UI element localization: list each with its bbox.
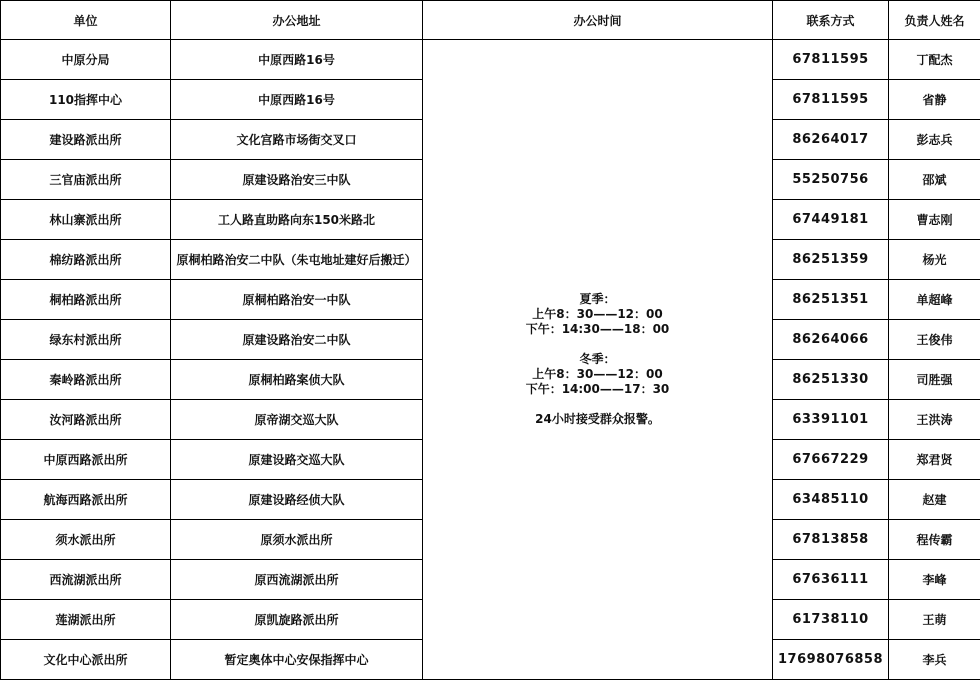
cell-unit: 须水派出所 (1, 520, 171, 560)
cell-phone: 67636111 (773, 560, 889, 600)
cell-address: 原建设路治安三中队 (171, 160, 423, 200)
winter-title: 冬季： (579, 352, 616, 366)
cell-address: 原建设路经侦大队 (171, 480, 423, 520)
cell-person: 杨光 (889, 240, 980, 280)
cell-unit: 中原西路派出所 (1, 440, 171, 480)
cell-address: 暂定奥体中心安保指挥中心 (171, 640, 423, 680)
cell-person: 省静 (889, 80, 980, 120)
cell-phone: 63485110 (773, 480, 889, 520)
cell-person: 李峰 (889, 560, 980, 600)
cell-unit: 桐柏路派出所 (1, 280, 171, 320)
cell-person: 王洪涛 (889, 400, 980, 440)
cell-address: 中原西路16号 (171, 80, 423, 120)
cell-address: 原帝湖交巡大队 (171, 400, 423, 440)
header-unit: 单位 (1, 1, 171, 40)
cell-person: 曹志刚 (889, 200, 980, 240)
cell-address: 原须水派出所 (171, 520, 423, 560)
cell-unit: 三官庙派出所 (1, 160, 171, 200)
cell-unit: 中原分局 (1, 40, 171, 80)
cell-phone: 67813858 (773, 520, 889, 560)
summer-title: 夏季： (579, 292, 616, 306)
cell-address: 工人路直助路向东150米路北 (171, 200, 423, 240)
cell-phone: 55250756 (773, 160, 889, 200)
cell-unit: 建设路派出所 (1, 120, 171, 160)
cell-phone: 86251359 (773, 240, 889, 280)
summer-pm: 下午：14:30——18：00 (525, 322, 670, 336)
cell-address: 文化宫路市场街交叉口 (171, 120, 423, 160)
cell-phone: 67667229 (773, 440, 889, 480)
header-phone: 联系方式 (773, 1, 889, 40)
cell-address: 原桐柏路治安一中队 (171, 280, 423, 320)
cell-unit: 西流湖派出所 (1, 560, 171, 600)
cell-office-hours (423, 40, 773, 680)
cell-person: 程传霸 (889, 520, 980, 560)
hours-note: 24小时接受群众报警。 (535, 412, 660, 426)
cell-unit: 莲湖派出所 (1, 600, 171, 640)
cell-phone: 86251351 (773, 280, 889, 320)
cell-person: 邵斌 (889, 160, 980, 200)
cell-unit: 汝河路派出所 (1, 400, 171, 440)
winter-am: 上午8：30——12：00 (532, 367, 663, 381)
cell-phone: 86251330 (773, 360, 889, 400)
header-person: 负责人姓名 (889, 1, 980, 40)
cell-unit: 林山寨派出所 (1, 200, 171, 240)
cell-person: 司胜强 (889, 360, 980, 400)
table-header (1, 1, 980, 40)
cell-person: 李兵 (889, 640, 980, 680)
cell-phone: 67811595 (773, 40, 889, 80)
cell-phone: 63391101 (773, 400, 889, 440)
cell-phone: 86264017 (773, 120, 889, 160)
cell-phone: 61738110 (773, 600, 889, 640)
cell-person: 王萌 (889, 600, 980, 640)
cell-address: 原桐柏路案侦大队 (171, 360, 423, 400)
spacer (425, 337, 770, 352)
cell-phone: 17698076858 (773, 640, 889, 680)
cell-address: 原凯旋路派出所 (171, 600, 423, 640)
cell-unit: 航海西路派出所 (1, 480, 171, 520)
cell-address: 原桐柏路治安二中队（朱屯地址建好后搬迁） (171, 240, 423, 280)
cell-address: 原建设路交巡大队 (171, 440, 423, 480)
cell-person: 赵建 (889, 480, 980, 520)
spacer (425, 397, 770, 412)
cell-address: 原建设路治安二中队 (171, 320, 423, 360)
cell-address: 中原西路16号 (171, 40, 423, 80)
header-hours: 办公时间 (423, 1, 773, 40)
cell-unit: 文化中心派出所 (1, 640, 171, 680)
summer-am: 上午8：30——12：00 (532, 307, 663, 321)
cell-person: 彭志兵 (889, 120, 980, 160)
cell-unit: 秦岭路派出所 (1, 360, 171, 400)
header-row (1, 1, 980, 40)
table-row (1, 40, 980, 80)
cell-address: 原西流湖派出所 (171, 560, 423, 600)
cell-person: 单超峰 (889, 280, 980, 320)
cell-unit: 110指挥中心 (1, 80, 171, 120)
cell-phone: 86264066 (773, 320, 889, 360)
cell-person: 王俊伟 (889, 320, 980, 360)
cell-unit: 棉纺路派出所 (1, 240, 171, 280)
cell-phone: 67449181 (773, 200, 889, 240)
cell-person: 郑君贤 (889, 440, 980, 480)
cell-person: 丁配杰 (889, 40, 980, 80)
cell-unit: 绿东村派出所 (1, 320, 171, 360)
header-address: 办公地址 (171, 1, 423, 40)
winter-pm: 下午：14:00——17：30 (525, 382, 670, 396)
table-body (1, 40, 980, 680)
cell-phone: 67811595 (773, 80, 889, 120)
